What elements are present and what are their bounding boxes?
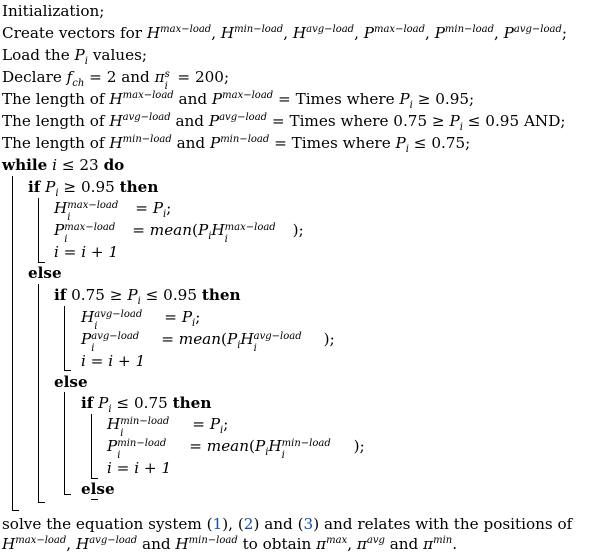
if3-block-bar <box>91 414 98 479</box>
sym-H: H <box>75 535 90 553</box>
sym-P: P <box>54 221 65 239</box>
sym-H: H <box>107 415 121 433</box>
line-length-min <box>2 132 470 154</box>
line-else-1 <box>28 262 62 284</box>
load-text: Load the <box>2 46 70 64</box>
and-text: and <box>176 134 206 152</box>
sup-min-load: min−load <box>188 535 238 546</box>
declare-text: Declare <box>2 68 62 86</box>
else1-block-bar <box>38 284 45 503</box>
line-declare <box>2 66 230 92</box>
times-where-text: = Times where <box>274 134 391 152</box>
line-incr-3 <box>107 457 171 479</box>
increment-text: i = i + 1 <box>54 243 119 261</box>
line-assign-hmin: H min−load i = $P_i$; <box>107 413 228 435</box>
sym-P: P <box>434 24 445 42</box>
values-text: values; <box>92 46 147 64</box>
sub-i: i <box>55 188 59 199</box>
sub-i: i <box>64 234 68 245</box>
if1-block-bar <box>38 198 45 263</box>
sym-P: P <box>209 415 221 433</box>
times-where-text: = Times where <box>278 90 395 108</box>
h-scripts <box>224 219 293 245</box>
line-load-values <box>2 44 147 66</box>
sup-min-load: min−load <box>234 24 284 35</box>
sym-P: P <box>449 112 460 130</box>
sup-max-load: max−load <box>224 222 276 233</box>
sym-pi: π <box>316 535 327 553</box>
line-assign-pmin: P min−load i = $mean(P_iH$ min−load i ); <box>107 435 365 457</box>
sym-P: P <box>181 308 193 326</box>
line-assign-pavg: P avg−load i = $mean(P_iH$ avg−load i ); <box>81 328 335 350</box>
p-scripts <box>117 435 189 461</box>
cond1-text: ≥ 0.95 <box>63 178 115 196</box>
sub-i: i <box>459 122 463 133</box>
length-text: The length of <box>2 134 105 152</box>
sub-i: i <box>84 56 88 67</box>
sub-i: i <box>409 100 413 111</box>
sub-i: i <box>192 318 196 329</box>
mean-fn: mean <box>149 221 193 239</box>
line-while <box>2 154 124 176</box>
sub-i: i <box>253 343 257 354</box>
sup-avg-load: avg−load <box>306 24 355 35</box>
sup-min-load: min−load <box>122 134 172 145</box>
if2-block-bar <box>64 306 71 371</box>
sub-i: i <box>224 234 228 245</box>
length-text: The length of <box>2 90 105 108</box>
sup-max-load: max−load <box>373 24 426 35</box>
eq-ref-2[interactable]: 2 <box>243 515 254 533</box>
line-else-3 <box>81 478 115 500</box>
sup-avg-load: avg−load <box>89 535 138 546</box>
else-keyword: else <box>81 480 115 498</box>
sub-i: i <box>67 212 71 223</box>
sym-H: H <box>292 24 307 42</box>
pi-scripts <box>164 66 173 92</box>
cond2a-text: 0.75 ≥ <box>71 286 123 304</box>
line-incr-1 <box>54 241 118 263</box>
sub-i: i <box>164 81 168 92</box>
sub-i: i <box>237 340 241 351</box>
solve-text-a: solve the equation system ( <box>2 515 213 533</box>
line-length-max <box>2 88 474 110</box>
if-keyword: if <box>54 286 67 304</box>
sym-P: P <box>209 134 221 152</box>
while-block-bar <box>12 176 19 511</box>
else-keyword: else <box>54 373 88 391</box>
sup-avg-load: avg−load <box>513 24 562 35</box>
p-scripts <box>91 328 161 354</box>
line-assign-hmax: H max−load i = $P_i$; <box>54 197 171 219</box>
sup-min-load: min−load <box>444 24 495 35</box>
else3-block-bar <box>91 499 98 500</box>
sym-P: P <box>127 286 138 304</box>
sup-avg-load: avg−load <box>122 112 171 123</box>
while-cond: ≤ 23 <box>61 156 99 174</box>
sym-H: H <box>146 24 161 42</box>
sub-i: i <box>208 231 212 242</box>
sup-max-load: max−load <box>67 200 119 211</box>
line-assign-havg: H avg−load i = $P_i$; <box>81 306 200 328</box>
line-assign-pmax: P max−load i = $mean(P_iH$ max−load i ); <box>54 219 304 241</box>
sym-H: H <box>109 134 123 152</box>
if-keyword: if <box>81 394 94 412</box>
sym-H: H <box>268 437 282 455</box>
sym-H: H <box>220 24 235 42</box>
sym-H: H <box>81 308 95 326</box>
sym-P: P <box>98 394 109 412</box>
else2-block-bar <box>64 392 71 495</box>
and-text: and <box>175 112 205 130</box>
solve-text-d: ) and relates with the positions of <box>313 515 573 533</box>
sub-i: i <box>281 450 285 461</box>
sub-i: i <box>405 144 409 155</box>
then-keyword: then <box>119 178 159 196</box>
obtain-text: to obtain <box>242 535 312 553</box>
increment-text: i = i + 1 <box>107 459 172 477</box>
then-keyword: then <box>172 394 212 412</box>
sym-P: P <box>363 24 374 42</box>
sym-pi: π <box>423 535 434 553</box>
sup-min-load: min−load <box>120 416 170 427</box>
line-obtain: $H^{max-load}$, $H^{avg-load}$ and $H^{min-load}$ to obtain $\pi^{max}$, $\pi^{avg}$ and $\pi^{min}$. <box>2 535 458 553</box>
line-length-avg <box>2 110 566 132</box>
and-text: and <box>178 90 208 108</box>
mean-fn: mean <box>206 437 250 455</box>
sym-pi: π <box>356 535 367 553</box>
sym-P: P <box>399 90 410 108</box>
sym-P: P <box>107 437 118 455</box>
sup-min-load: min−load <box>220 134 270 145</box>
length-text: The length of <box>2 112 105 130</box>
sym-H: H <box>109 112 123 130</box>
cond2b-text: ≤ 0.95 <box>145 286 197 304</box>
cond-text: ≤ 0.95 AND; <box>467 112 566 130</box>
sup-max-load: max−load <box>222 90 274 101</box>
sup-max-load: max−load <box>122 90 174 101</box>
sub-i: i <box>94 321 98 332</box>
solve-text-b: ), ( <box>222 515 244 533</box>
line-solve <box>2 513 572 535</box>
sym-P: P <box>197 221 209 239</box>
sup-max-load: max−load <box>15 535 67 546</box>
sym-H: H <box>109 90 123 108</box>
h-scripts <box>281 435 354 461</box>
if-keyword: if <box>28 178 41 196</box>
sym-H: H <box>2 535 16 553</box>
sym-P: P <box>226 330 238 348</box>
eq-ref-3[interactable]: 3 <box>303 515 314 533</box>
sub-i: i <box>120 428 124 439</box>
times-where-text: = Times where 0.75 ≥ <box>271 112 445 130</box>
while-keyword: while <box>2 156 48 174</box>
sym-P: P <box>503 24 514 42</box>
sym-P: P <box>208 112 220 130</box>
line-initialization <box>2 0 104 22</box>
h-scripts <box>253 328 324 354</box>
eq-ref-1[interactable]: 1 <box>212 515 223 533</box>
sub-i: i <box>108 404 112 415</box>
sup-min-load: min−load <box>281 438 331 449</box>
sym-P: P <box>45 178 56 196</box>
sym-H: H <box>240 330 254 348</box>
sup-max-load: max−load <box>64 222 116 233</box>
then-keyword: then <box>201 286 241 304</box>
else-keyword: else <box>28 264 62 282</box>
sup-s: s <box>164 69 170 80</box>
sup-avg-load: avg−load <box>219 112 268 123</box>
sup-max: max <box>326 535 348 546</box>
sub-i: i <box>137 296 141 307</box>
sym-H: H <box>54 199 68 217</box>
and-text: and <box>142 535 171 553</box>
solve-text-c: ) and ( <box>253 515 304 533</box>
sym-f: f <box>66 68 73 86</box>
create-text: Create vectors for <box>2 24 143 42</box>
sym-H: H <box>175 535 189 553</box>
cond-text: ≤ 0.75; <box>413 134 471 152</box>
sym-pi: π <box>154 68 165 86</box>
sup-max-load: max−load <box>160 24 212 35</box>
sub-i: i <box>163 209 167 220</box>
line-incr-2 <box>81 350 145 372</box>
sym-P: P <box>211 90 223 108</box>
sup-avg-load: avg−load <box>94 309 143 320</box>
sup-min: min <box>433 535 453 546</box>
line-create-vectors: Create vectors for $H^{max-load}$, $H^{min-load}$, $H^{avg-load}$, $P^{max-load}$, $P^{min-load}$, $P^{avg-load}$; <box>2 24 568 42</box>
cond-text: ≥ 0.95; <box>417 90 475 108</box>
declare-end: = 200; <box>177 68 230 86</box>
sub-i: i <box>117 450 121 461</box>
sup-min-load: min−load <box>117 438 167 449</box>
sym-P: P <box>152 199 164 217</box>
sup-avg-load: avg−load <box>91 331 140 342</box>
sym-P: P <box>74 46 85 64</box>
mean-fn: mean <box>178 330 222 348</box>
p-scripts <box>64 219 132 245</box>
sub-i: i <box>265 447 269 458</box>
and-text: and <box>389 535 419 553</box>
sub-i: i <box>220 425 224 436</box>
sym-P: P <box>81 330 92 348</box>
init-text: Initialization; <box>2 2 105 20</box>
sub-ch: ch <box>72 78 85 89</box>
sub-i: i <box>91 343 95 354</box>
sym-P: P <box>254 437 266 455</box>
declare-mid: = 2 and <box>89 68 150 86</box>
sym-i: i <box>52 156 58 174</box>
sym-P: P <box>395 134 406 152</box>
cond3-text: ≤ 0.75 <box>116 394 168 412</box>
do-keyword: do <box>103 156 125 174</box>
increment-text: i = i + 1 <box>81 352 146 370</box>
sup-avg: avg <box>366 535 385 546</box>
sup-avg-load: avg−load <box>253 331 302 342</box>
sym-H: H <box>211 221 225 239</box>
line-else-2 <box>54 371 88 393</box>
line-if-2 <box>54 284 241 306</box>
